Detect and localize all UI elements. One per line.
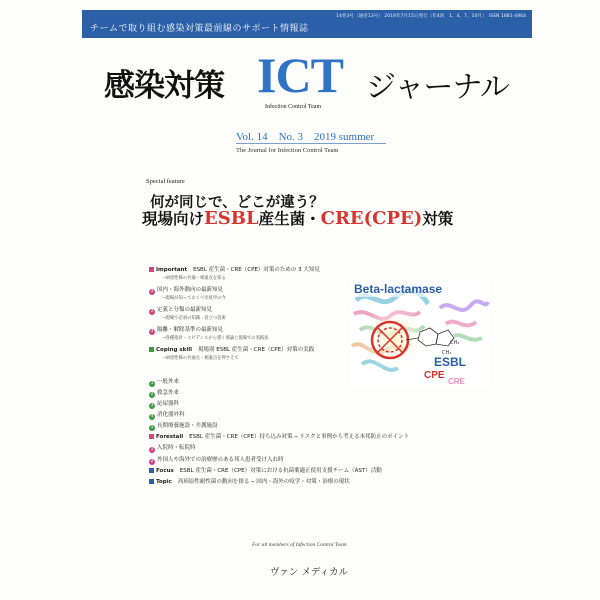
number-badge-icon: 2	[150, 459, 154, 464]
chem-label-1: CH₃	[442, 350, 452, 356]
toc-text: 現場別 ESBL 産生菌・CRE（CPE）対策の実践	[198, 347, 315, 353]
title-en: Infection Control Team	[265, 104, 322, 110]
toc-category	[149, 265, 320, 273]
number-badge-icon: 3	[150, 329, 154, 334]
number-badge-icon: 1	[150, 381, 154, 386]
toc-text: 一般外来	[157, 379, 180, 385]
toc-item	[149, 443, 196, 453]
volume-rule	[236, 143, 386, 144]
toc-item	[149, 421, 218, 431]
toc-item	[149, 377, 179, 387]
toc-text: 国内・海外動向の最新知見	[157, 287, 224, 293]
issue-info: 14巻3号（通巻13号） 2019年7月15日発行（年4回 1、4、7、10月） ISSN 1881-4964	[336, 14, 526, 19]
toc-text: 定義と分類の最新知見	[157, 307, 213, 313]
art-cre: CRE	[448, 377, 465, 386]
sf-prefix: 現場向け	[142, 209, 205, 228]
toc-category-label: Topic	[156, 479, 172, 485]
toc-category-label: Focus	[156, 468, 174, 474]
toc-subtitle	[163, 295, 226, 301]
footer-members: For all members of Infection Control Team	[252, 542, 347, 548]
top-band	[82, 10, 532, 38]
journal-en: The Journal for Infection Control Team	[236, 147, 339, 154]
toc-text: 泌尿器科	[157, 401, 180, 407]
toc-item	[149, 325, 223, 335]
category-square-icon	[149, 468, 154, 473]
toc-subtitle	[163, 335, 269, 341]
tagline: チームで取り組む感染対策最前線のサポート情報誌	[90, 24, 309, 34]
toc-category-label: Forestall	[156, 434, 184, 440]
category-square-icon	[149, 267, 154, 272]
toc-text: 入院時・転院時	[157, 445, 196, 451]
toc-text: ESBL 産生菌・CRE（CPE）対策のための 3 大知見	[193, 267, 320, 273]
toc-text: 隔離・解除基準の最新知見	[157, 327, 224, 333]
toc-category-label: Coping skill	[156, 347, 192, 353]
toc-text: ESBL 産生菌・CRE（CPE）対策における抗菌薬適正使用支援チーム（AST）活動	[179, 468, 382, 474]
art-esbl: ESBL	[434, 355, 467, 369]
toc-text: ─各種指針・エビデンスから導く理論と現場での実践法	[163, 336, 269, 341]
sf-mid: 産生菌・	[258, 209, 321, 228]
protein-art-icon	[350, 280, 490, 388]
category-square-icon	[149, 479, 154, 484]
category-square-icon	[149, 434, 154, 439]
toc-item	[149, 399, 179, 409]
beta-lactamase-illustration	[350, 280, 490, 388]
title-jp-left: 感染対策	[104, 68, 224, 104]
title-ict: ICT	[257, 47, 343, 103]
toc-category	[149, 432, 409, 440]
art-title: Beta-lactamase	[354, 282, 443, 296]
toc-text: 外国人や海外での治療歴のある邦人患者受け入れ時	[157, 457, 284, 463]
toc-category	[149, 477, 350, 485]
toc-item	[149, 455, 284, 465]
toc-text: ─現場で必須の知識・役立つ技術	[163, 316, 226, 321]
special-feature-line2	[142, 207, 453, 229]
toc-subtitle	[163, 315, 226, 321]
toc-category	[149, 345, 314, 353]
toc-category-label: Important	[156, 267, 188, 273]
category-square-icon	[149, 347, 154, 352]
number-badge-icon: 1	[150, 289, 154, 294]
toc-text: ─病原性株の共通点・相違点を押さえて	[163, 356, 239, 361]
art-cpe: CPE	[424, 370, 445, 381]
toc-text: 高病原性耐性菌の動向を探る ─ 国内・海外の疫学・対策・治療の現状	[177, 479, 350, 485]
publisher-name: ヴァン メディカル	[270, 567, 349, 578]
toc-category	[149, 466, 382, 474]
toc-item	[149, 305, 212, 315]
sf-cre: CRE(CPE)	[320, 208, 423, 229]
toc-text: 消化器外科	[157, 412, 185, 418]
special-feature-line1: 何が同じで、どこが違う？	[150, 194, 324, 211]
toc-subtitle	[163, 275, 226, 281]
sf-esbl: ESBL	[204, 208, 259, 229]
number-badge-icon: 3	[150, 403, 154, 408]
number-badge-icon: 4	[150, 414, 154, 419]
toc-item	[149, 388, 179, 398]
toc-text: 長期療養施設・介護施設	[157, 423, 218, 429]
toc-text: ESBL 産生菌・CRE（CPE）持ち込み対策 ─ リスクと事例から考える本邦防止のポイント	[189, 434, 410, 440]
number-badge-icon: 5	[150, 425, 154, 430]
number-badge-icon: 2	[150, 392, 154, 397]
toc-text: ─病原性株の共通・相違点を知る	[163, 276, 226, 281]
special-feature-label: Special feature	[146, 178, 185, 185]
chem-label-2: CH₃	[450, 340, 460, 346]
toc-item	[149, 410, 185, 420]
number-badge-icon: 1	[150, 447, 154, 452]
number-badge-icon: 2	[150, 309, 154, 314]
toc-subtitle	[163, 355, 239, 361]
sf-suffix: 対策	[422, 209, 454, 228]
toc-text: 救急外来	[157, 390, 180, 396]
volume-label: Vol. 14 No. 3 2019 summer	[236, 131, 375, 143]
title-jp-right: ジャーナル	[366, 70, 509, 105]
toc-item	[149, 285, 223, 295]
toc-text: ─現場が知っておくべき疫学の今	[163, 296, 226, 301]
